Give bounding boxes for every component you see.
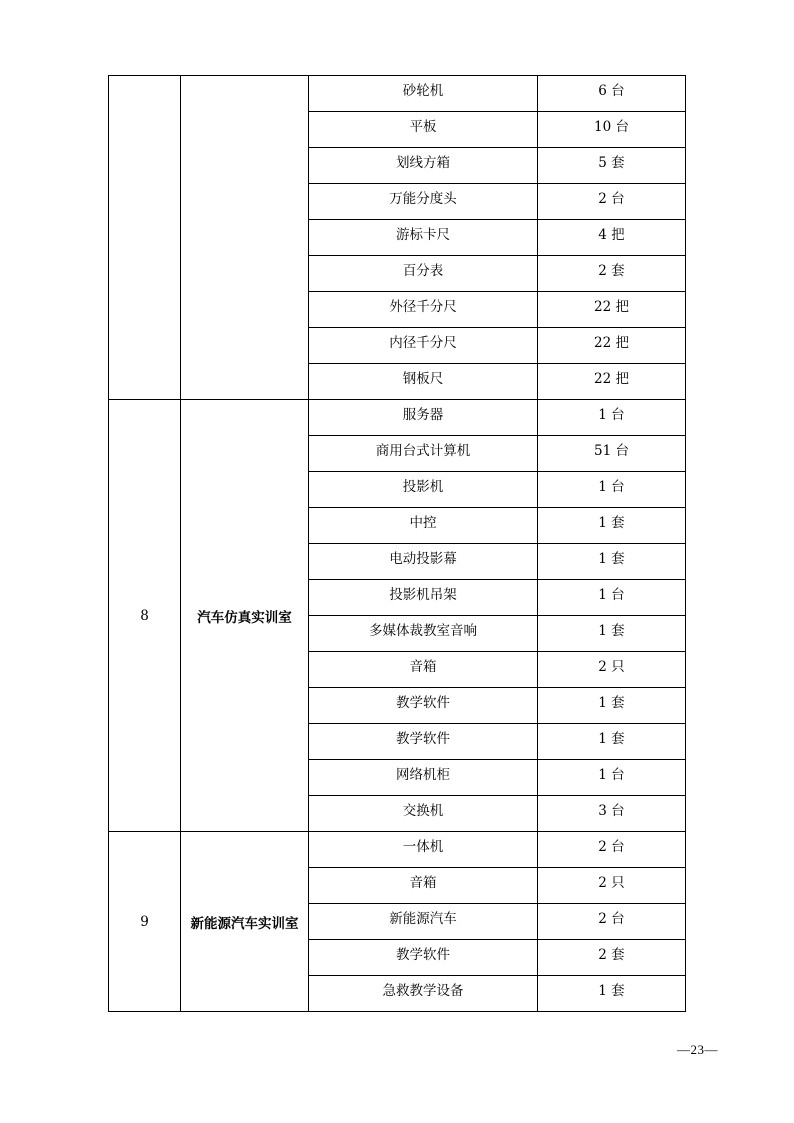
equipment-name-cell: 内径千分尺 bbox=[309, 328, 538, 364]
equipment-quantity-cell: 2 台 bbox=[538, 832, 686, 868]
equipment-name-cell: 教学软件 bbox=[309, 688, 538, 724]
equipment-quantity-cell: 1 台 bbox=[538, 400, 686, 436]
room-name-cell: 汽车仿真实训室 bbox=[181, 400, 309, 832]
equipment-name-cell: 投影机 bbox=[309, 472, 538, 508]
equipment-table-body bbox=[109, 76, 686, 1012]
equipment-quantity-cell: 1 套 bbox=[538, 508, 686, 544]
equipment-name-cell: 交换机 bbox=[309, 796, 538, 832]
equipment-name-cell: 划线方箱 bbox=[309, 148, 538, 184]
equipment-quantity-cell: 6 台 bbox=[538, 76, 686, 112]
equipment-quantity-cell: 1 套 bbox=[538, 724, 686, 760]
equipment-name-cell: 中控 bbox=[309, 508, 538, 544]
equipment-quantity-cell: 1 套 bbox=[538, 976, 686, 1012]
page-number: —23— bbox=[677, 1042, 718, 1057]
equipment-quantity-cell: 1 台 bbox=[538, 472, 686, 508]
room-name-cell bbox=[181, 76, 309, 400]
equipment-name-cell: 急救教学设备 bbox=[309, 976, 538, 1012]
equipment-quantity-cell: 1 套 bbox=[538, 688, 686, 724]
equipment-quantity-cell: 2 套 bbox=[538, 256, 686, 292]
row-number-cell bbox=[109, 76, 181, 400]
equipment-name-cell: 平板 bbox=[309, 112, 538, 148]
equipment-quantity-cell: 2 台 bbox=[538, 904, 686, 940]
equipment-name-cell: 音箱 bbox=[309, 868, 538, 904]
equipment-quantity-cell: 10 台 bbox=[538, 112, 686, 148]
equipment-name-cell: 游标卡尺 bbox=[309, 220, 538, 256]
equipment-name-cell: 钢板尺 bbox=[309, 364, 538, 400]
table-row bbox=[109, 400, 686, 436]
equipment-name-cell: 网络机柜 bbox=[309, 760, 538, 796]
table-row bbox=[109, 832, 686, 868]
table-row bbox=[109, 76, 686, 112]
equipment-quantity-cell: 22 把 bbox=[538, 328, 686, 364]
equipment-name-cell: 一体机 bbox=[309, 832, 538, 868]
equipment-table bbox=[108, 75, 686, 1012]
equipment-name-cell: 教学软件 bbox=[309, 724, 538, 760]
equipment-quantity-cell: 1 台 bbox=[538, 760, 686, 796]
equipment-name-cell: 教学软件 bbox=[309, 940, 538, 976]
equipment-quantity-cell: 2 套 bbox=[538, 940, 686, 976]
room-name-cell: 新能源汽车实训室 bbox=[181, 832, 309, 1012]
row-number-cell: 8 bbox=[109, 400, 181, 832]
equipment-name-cell: 百分表 bbox=[309, 256, 538, 292]
equipment-name-cell: 服务器 bbox=[309, 400, 538, 436]
equipment-name-cell: 电动投影幕 bbox=[309, 544, 538, 580]
equipment-quantity-cell: 2 只 bbox=[538, 868, 686, 904]
equipment-quantity-cell: 22 把 bbox=[538, 292, 686, 328]
equipment-quantity-cell: 4 把 bbox=[538, 220, 686, 256]
row-number-cell: 9 bbox=[109, 832, 181, 1012]
equipment-name-cell: 商用台式计算机 bbox=[309, 436, 538, 472]
equipment-quantity-cell: 22 把 bbox=[538, 364, 686, 400]
equipment-quantity-cell: 5 套 bbox=[538, 148, 686, 184]
equipment-name-cell: 多媒体裁教室音响 bbox=[309, 616, 538, 652]
equipment-quantity-cell: 2 只 bbox=[538, 652, 686, 688]
equipment-name-cell: 新能源汽车 bbox=[309, 904, 538, 940]
equipment-quantity-cell: 2 台 bbox=[538, 184, 686, 220]
equipment-quantity-cell: 1 套 bbox=[538, 544, 686, 580]
equipment-quantity-cell: 3 台 bbox=[538, 796, 686, 832]
equipment-quantity-cell: 1 台 bbox=[538, 580, 686, 616]
equipment-name-cell: 万能分度头 bbox=[309, 184, 538, 220]
equipment-quantity-cell: 1 套 bbox=[538, 616, 686, 652]
equipment-name-cell: 外径千分尺 bbox=[309, 292, 538, 328]
equipment-quantity-cell: 51 台 bbox=[538, 436, 686, 472]
equipment-name-cell: 投影机吊架 bbox=[309, 580, 538, 616]
equipment-name-cell: 音箱 bbox=[309, 652, 538, 688]
equipment-name-cell: 砂轮机 bbox=[309, 76, 538, 112]
